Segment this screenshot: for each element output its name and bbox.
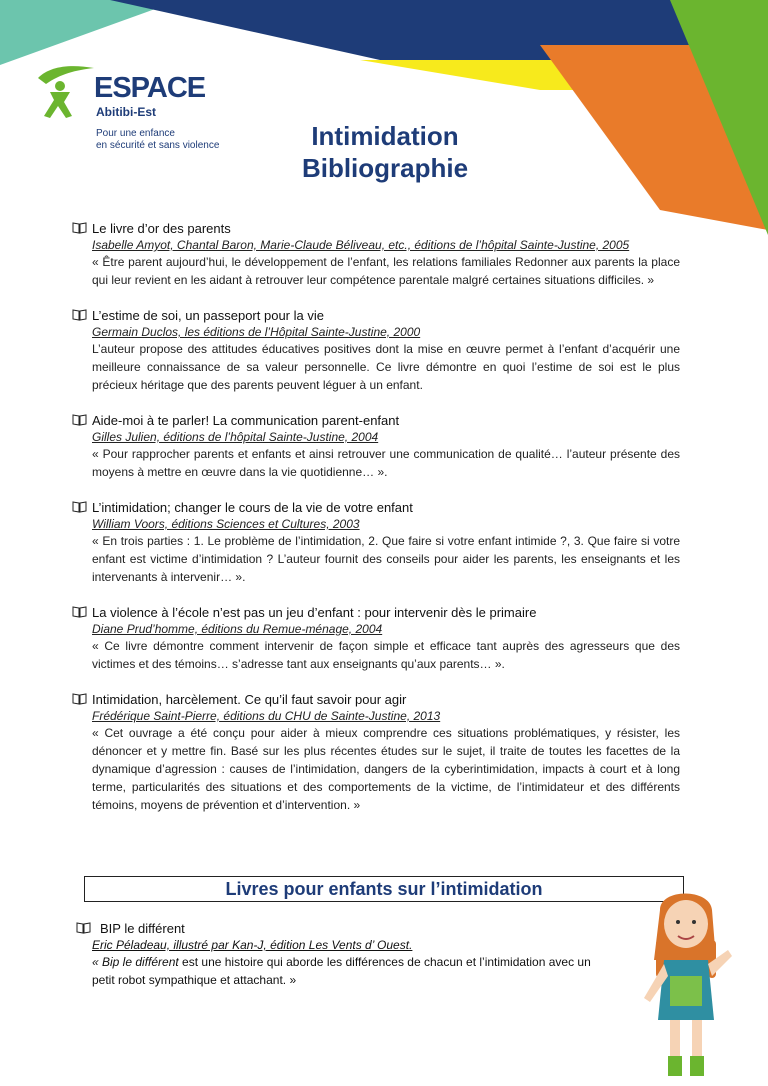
entry-description: L’auteur propose des attitudes éducatives positives dont la mise en œuvre permet à l’enfant d’acquérir une meilleure connaissance de sa valeur personnelle. Ce livre démontre en quoi l’estime de soi est le plus précieux héritage que des parents peuvent léguer à un enfant. (92, 342, 680, 392)
book-icon (72, 693, 87, 705)
logo-tagline-2: en sécurité et sans violence (96, 140, 220, 151)
list-item (72, 499, 680, 586)
list-item (72, 412, 680, 481)
list-item (72, 604, 680, 673)
list-item (72, 691, 680, 814)
entry-title: Le livre d’or des parents (92, 221, 231, 236)
entry-description: « Pour rapprocher parents et enfants et ainsi retrouver une communication de qualité… l’auteur présente des moyens à mettre en œuvre dans la vie quotidienne… ». (92, 447, 680, 479)
entry-title: L’estime de soi, un passeport pour la vie (92, 308, 324, 323)
book-icon (72, 606, 87, 618)
entry-description: « En trois parties : 1. Le problème de l’intimidation, 2. Que faire si votre enfant intimide ?, 3. Que faire si votre enfant est victime d’intimidation ? L’auteur fournit des conseils pour aider les parents, les enseignants et les intervenants à intervenir… ». (92, 534, 680, 584)
title-line-2: Bibliographie (301, 153, 469, 183)
entry-title: La violence à l’école n’est pas un jeu d’enfant : pour intervenir dès le primaire (92, 605, 537, 620)
espace-logo (36, 62, 236, 152)
book-icon (76, 922, 91, 934)
entry-author: Eric Péladeau, illustré par Kan-J, édition Les Vents d’ Ouest. (92, 938, 413, 952)
entry-title: L’intimidation; changer le cours de la vie de votre enfant (92, 500, 413, 515)
book-icon (72, 309, 87, 321)
logo-subtitle: Abitibi-Est (96, 105, 156, 119)
entry-author: Gilles Julien, éditions de l’hôpital Sainte-Justine, 2004 (92, 430, 379, 444)
page-title (240, 120, 530, 184)
logo-figure-icon (36, 62, 96, 122)
entry-description (92, 953, 592, 989)
section-heading: Livres pour enfants sur l’intimidation (84, 876, 684, 902)
entry-author: Germain Duclos, les éditions de l’Hôpital Sainte-Justine, 2000 (92, 325, 421, 339)
list-item (72, 220, 680, 289)
kids-book-entry (72, 920, 592, 989)
entry-author: Diane Prud’homme, éditions du Remue-ménage, 2004 (92, 622, 383, 636)
entry-title: Intimidation, harcèlement. Ce qu’il faut savoir pour agir (92, 692, 407, 707)
book-icon (72, 222, 87, 234)
desc-italic: « Bip le différent (92, 955, 179, 969)
entry-description: « Ce livre démontre comment intervenir de façon simple et efficace tant auprès des agresseurs que des victimes et des témoins… s’adresse tant aux enseignants qu’aux parents… ». (92, 639, 680, 671)
title-line-1: Intimidation (311, 121, 459, 151)
girl-illustration (630, 880, 740, 1080)
bibliography-list (72, 220, 680, 832)
entry-author: William Voors, éditions Sciences et Cultures, 2003 (92, 517, 360, 531)
desc-rest: est une histoire qui aborde les différences de chacun et l’intimidation avec un petit robot sympathique et attachant. » (92, 955, 591, 987)
entry-title: BIP le différent (100, 921, 185, 936)
logo-tagline-1: Pour une enfance (96, 128, 175, 139)
entry-title: Aide-moi à te parler! La communication parent-enfant (92, 413, 400, 428)
book-icon (72, 414, 87, 426)
book-icon (72, 501, 87, 513)
entry-description: « Être parent aujourd’hui, le développement de l’enfant, les relations familiales Redonner aux parents la place qui leur revient en les aidant à retrouver leur compétence parentale malgré certaines situations difficiles. » (92, 255, 680, 287)
list-item (72, 307, 680, 394)
entry-author: Isabelle Amyot, Chantal Baron, Marie-Claude Béliveau, etc., éditions de l’hôpital Sainte-Justine, 2005 (92, 238, 630, 252)
entry-description: « Cet ouvrage a été conçu pour aider à mieux comprendre ces situations problématiques, y résister, les dénoncer et y mettre fin. Basé sur les plus récentes études sur le sujet, il traite de toutes les facettes de la dynamique d’agression : causes de l’intimidation, dangers de la cyberintimidation, impacts à court et à long terme, particularités des situations et des comportements de la victime, de l’intimidateur et des différents témoins, moyens de prévention et d’intervention. » (92, 726, 680, 812)
entry-author: Frédérique Saint-Pierre, éditions du CHU de Sainte-Justine, 2013 (92, 709, 441, 723)
logo-brand: ESPACE (94, 72, 206, 104)
